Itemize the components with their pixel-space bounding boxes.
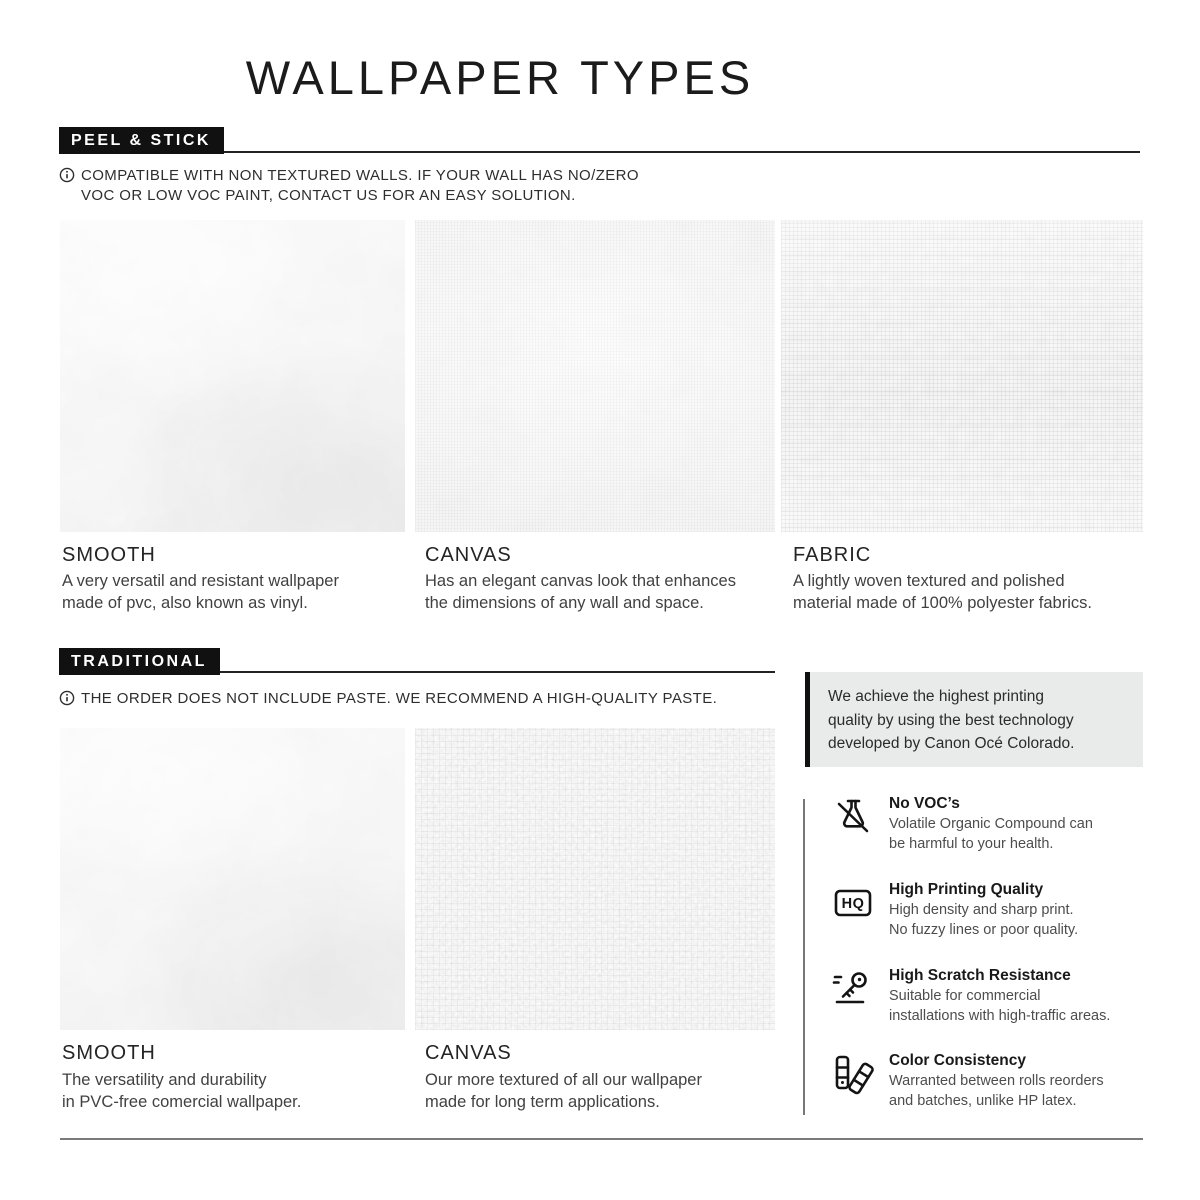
desc-line: The versatility and durability	[62, 1071, 267, 1089]
desc-line: Has an elegant canvas look that enhances	[425, 572, 736, 590]
desc-line: A lightly woven textured and polished	[793, 572, 1065, 590]
note-line: THE ORDER DOES NOT INCLUDE PASTE. WE RECOMMEND A HIGH-QUALITY PASTE.	[81, 690, 718, 707]
desc-line: A very versatil and resistant wallpaper	[62, 572, 339, 590]
bottom-rule	[60, 1138, 1143, 1140]
texture-sample-smooth-traditional	[60, 728, 405, 1030]
sample-name: FABRIC	[793, 544, 872, 566]
sample-description	[62, 1070, 301, 1113]
texture-sample-canvas-peel	[415, 220, 775, 532]
sample-description	[62, 571, 339, 614]
sample-name: CANVAS	[425, 544, 512, 566]
feature-title: No VOC’s	[889, 795, 960, 812]
info-icon	[59, 167, 75, 183]
traditional-note	[81, 689, 717, 709]
feature-title: High Scratch Resistance	[889, 967, 1071, 984]
feature-desc-line: High density and sharp print.	[889, 902, 1074, 918]
desc-line: the dimensions of any wall and space.	[425, 593, 704, 612]
info-icon	[59, 690, 75, 706]
desc-line: Our more textured of all our wallpaper	[425, 1071, 702, 1089]
peel-stick-note	[81, 166, 639, 205]
callout-line: developed by Canon Océ Colorado.	[828, 735, 1075, 752]
sample-name: SMOOTH	[62, 1042, 156, 1064]
hq-badge-icon	[831, 881, 875, 925]
sample-description	[793, 571, 1092, 614]
desc-line: material made of 100% polyester fabrics.	[793, 593, 1092, 612]
sample-description	[425, 1070, 702, 1113]
sample-name: SMOOTH	[62, 544, 156, 566]
feature-desc-line: installations with high-traffic areas.	[889, 1008, 1111, 1024]
no-voc-flask-icon	[831, 795, 875, 839]
texture-sample-fabric-peel	[781, 220, 1143, 532]
feature-desc-line: No fuzzy lines or poor quality.	[889, 922, 1079, 938]
features-divider-line	[803, 799, 805, 1115]
desc-line: in PVC-free comercial wallpaper.	[62, 1092, 302, 1111]
desc-line: made of pvc, also known as vinyl.	[62, 593, 308, 612]
feature-desc-line: Volatile Organic Compound can	[889, 816, 1093, 832]
page-title: WALLPAPER TYPES	[245, 51, 755, 104]
texture-sample-smooth-peel	[60, 220, 405, 532]
sample-name: CANVAS	[425, 1042, 512, 1064]
feature-title: Color Consistency	[889, 1052, 1026, 1069]
callout-line: We achieve the highest printing	[828, 688, 1044, 705]
feature-title: High Printing Quality	[889, 881, 1044, 898]
section-badge-peel-stick: PEEL & STICK	[59, 127, 224, 154]
desc-line: made for long term applications.	[425, 1092, 660, 1111]
feature-desc-line: and batches, unlike HP latex.	[889, 1093, 1077, 1109]
feature-desc-line: be harmful to your health.	[889, 836, 1054, 852]
hq-icon-text: HQ	[841, 896, 865, 912]
callout-line: quality by using the best technology	[828, 711, 1074, 729]
printing-quality-callout	[810, 672, 1143, 767]
color-swatches-icon	[831, 1052, 875, 1096]
feature-desc-line: Suitable for commercial	[889, 988, 1041, 1004]
scratch-resistant-key-icon	[831, 967, 875, 1011]
texture-sample-canvas-traditional	[415, 728, 775, 1030]
note-line: COMPATIBLE WITH NON TEXTURED WALLS. IF YOUR WALL HAS NO/ZERO	[81, 167, 639, 184]
note-line: VOC OR LOW VOC PAINT, CONTACT US FOR AN EASY SOLUTION.	[81, 186, 576, 204]
feature-desc-line: Warranted between rolls reorders	[889, 1073, 1104, 1089]
section-badge-traditional: TRADITIONAL	[59, 648, 220, 675]
sample-description	[425, 571, 736, 614]
